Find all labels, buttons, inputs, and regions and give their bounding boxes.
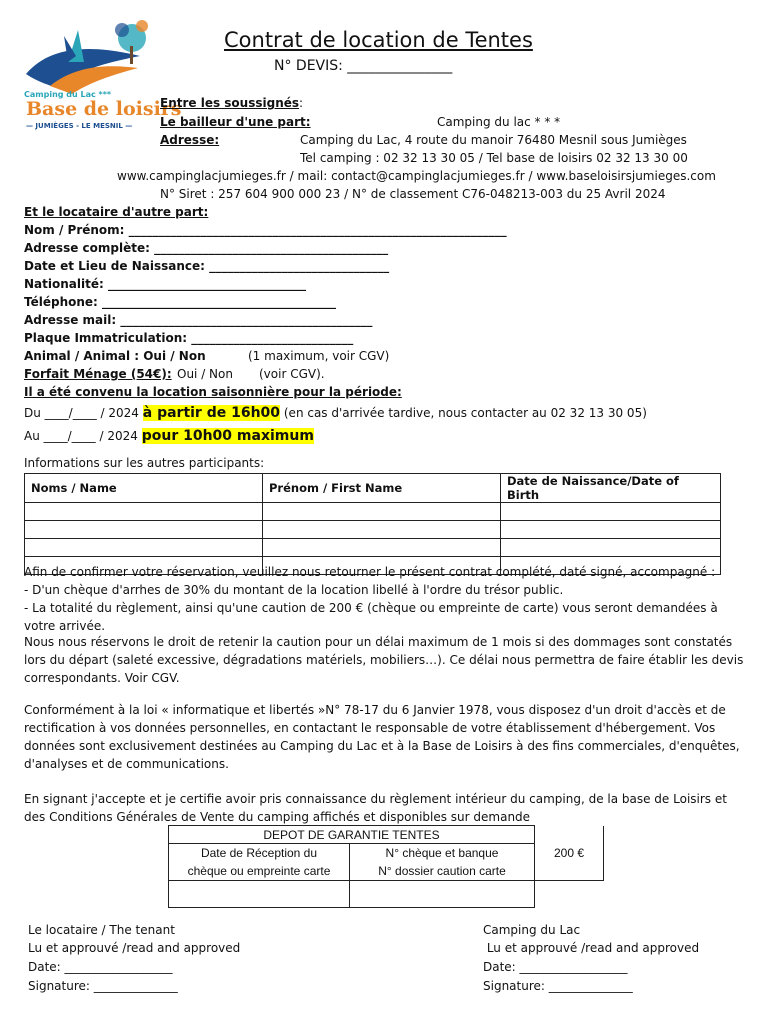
table-cell[interactable] <box>25 503 263 521</box>
animal-note: (1 maximum, voir CGV) <box>248 349 390 363</box>
nationalite-field[interactable]: Nationalité: _________________________________ <box>24 277 306 291</box>
table-cell[interactable] <box>25 539 263 557</box>
condition-caution: Nous nous réservons le droit de retenir la caution pour un délai maximum de 1 mois si des dommages sont constatés lors du départ (saleté excessive, dégradations matériels, mobiliers…). Ce délai nous permettra de faire établir les devis correspondants. Voir CGV. <box>24 635 744 685</box>
condition-rgpd: Conformément à la loi « informatique et libertés »N° 78-17 du 6 Janvier 1978, vous disposez d'un droit d'accès et de rectification à vos données personnelles, en contactant le responsable de votre établissement d'hébergement. Vos données sont exclusivement destinées au Camping du Lac et à la Base de Loisirs à des fins commerciales, d'enquêtes, d'analyses et de communications. <box>24 703 740 771</box>
au-highlight: pour 10h00 maximum <box>141 428 314 444</box>
condition-confirmation: Afin de confirmer votre réservation, veuillez nous retourner le présent contrat complété, daté signé, accompagné : <box>24 565 716 579</box>
bailleur-label: Le bailleur d'une part: <box>160 115 311 129</box>
nom-prenom-field[interactable]: Nom / Prénom: _______________________________________________________________ <box>24 223 507 237</box>
camping-signature-field[interactable]: Signature: ______________ <box>483 979 633 993</box>
bailleur-telephone: Tel camping : 02 32 13 30 05 / Tel base de loisirs 02 32 13 30 00 <box>300 151 688 165</box>
condition-reglement: - La totalité du règlement, ainsi qu'une caution de 200 € (chèque ou empreinte de carte) vous seront demandées à votre arrivée. <box>24 601 718 633</box>
du-date-field[interactable]: Du ____/____ / 2024 <box>24 406 139 420</box>
adresse-label: Adresse: <box>160 133 220 147</box>
camping-approved: Lu et approuvé /read and approved <box>483 941 700 955</box>
depot-col2-line2: N° dossier caution carte <box>350 862 535 881</box>
periode-au-row <box>24 428 314 444</box>
table-row <box>25 521 721 539</box>
depot-cheque-cell[interactable] <box>350 881 535 908</box>
locataire-heading: Et le locataire d'autre part: <box>24 205 209 219</box>
depot-col1-line2: chèque ou empreinte carte <box>169 862 350 881</box>
participants-caption: Informations sur les autres participants: <box>24 456 265 470</box>
logo-line1: Camping du Lac *** <box>24 90 112 99</box>
table-cell[interactable] <box>25 521 263 539</box>
adresse-mail-field[interactable]: Adresse mail: __________________________________________ <box>24 313 373 327</box>
adresse-complete-field[interactable]: Adresse complète: _______________________________________ <box>24 241 389 255</box>
tenant-approved: Lu et approuvé /read and approved <box>28 941 241 955</box>
table-cell[interactable] <box>501 521 721 539</box>
bailleur-adresse: Camping du Lac, 4 route du manoir 76480 Mesnil sous Jumièges <box>300 133 687 147</box>
condition-acceptation: En signant j'accepte et je certifie avoir pris connaissance du règlement intérieur du camping, de la base de Loisirs et des Conditions Générales de Vente du camping affichés et disponibles sur demande <box>24 792 727 824</box>
depot-date-cell[interactable] <box>169 881 350 908</box>
du-note: (en cas d'arrivée tardive, nous contacter au 02 32 13 30 05) <box>283 406 647 420</box>
depot-col1-line1: Date de Réception du <box>169 844 350 863</box>
telephone-field[interactable]: Téléphone: _______________________________________ <box>24 295 337 309</box>
header-prenom: Prénom / First Name <box>263 474 501 503</box>
page-title: Contrat de location de Tentes <box>224 28 533 52</box>
depot-title: DEPOT DE GARANTIE TENTES <box>169 826 535 844</box>
header-nom: Noms / Name <box>25 474 263 503</box>
table-row <box>25 503 721 521</box>
plaque-immatriculation-field[interactable]: Plaque Immatriculation: ___________________________ <box>24 331 354 345</box>
au-date-field[interactable]: Au ____/____ / 2024 <box>24 429 138 443</box>
base-de-loisirs-logo <box>20 16 182 146</box>
depot-empty-cell <box>535 881 604 908</box>
forfait-menage-choice[interactable]: Oui / Non <box>177 367 233 381</box>
entre-les-soussignes <box>160 96 303 110</box>
bailleur-web-mail: www.campinglacjumieges.fr / mail: contact@campinglacjumieges.fr / www.baseloisirsjumieges.com <box>117 169 716 183</box>
table-cell[interactable] <box>263 521 501 539</box>
participants-table <box>24 473 721 575</box>
animal-choice[interactable]: Animal / Animal : Oui / Non <box>24 349 206 363</box>
du-highlight: à partir de 16h00 <box>142 405 281 421</box>
table-cell[interactable] <box>501 539 721 557</box>
devis-number-field: N° DEVIS: _______________ <box>274 58 453 74</box>
entre-label: Entre les soussignés <box>160 96 300 110</box>
naissance-field[interactable]: Date et Lieu de Naissance: ______________________________ <box>24 259 390 273</box>
depot-garantie-table <box>168 825 604 908</box>
logo-graphic <box>20 16 160 96</box>
tenant-title: Le locataire / The tenant <box>28 923 175 937</box>
logo-line3: — JUMIÈGES - LE MESNIL — <box>26 122 133 130</box>
table-cell[interactable] <box>263 539 501 557</box>
forfait-menage-label: Forfait Ménage (54€): <box>24 367 172 381</box>
camping-title: Camping du Lac <box>483 923 581 937</box>
table-cell[interactable] <box>501 503 721 521</box>
condition-arrhes: - D'un chèque d'arrhes de 30% du montant de la location libellé à l'ordre du trésor public. <box>24 583 564 597</box>
depot-col2-line1: N° chèque et banque <box>350 844 535 863</box>
camping-date-field[interactable]: Date: __________________ <box>483 960 628 974</box>
forfait-menage-note: (voir CGV). <box>259 367 325 381</box>
bailleur-siret: N° Siret : 257 604 900 000 23 / N° de classement C76-048213-003 du 25 Avril 2024 <box>160 187 666 201</box>
depot-amount: 200 € <box>535 826 604 881</box>
entre-colon: : <box>299 96 304 110</box>
bailleur-name: Camping du lac * * * <box>437 115 561 129</box>
table-row <box>25 539 721 557</box>
participants-header-row <box>25 474 721 503</box>
logo-line2: Base de loisirs <box>26 98 182 120</box>
periode-du-row <box>24 405 647 421</box>
header-date-naissance: Date de Naissance/Date of Birth <box>501 474 721 503</box>
tenant-date-field[interactable]: Date: __________________ <box>28 960 173 974</box>
tenant-signature-field[interactable]: Signature: ______________ <box>28 979 178 993</box>
periode-heading: Il a été convenu la location saisonnière pour la période: <box>24 385 402 399</box>
table-cell[interactable] <box>263 503 501 521</box>
